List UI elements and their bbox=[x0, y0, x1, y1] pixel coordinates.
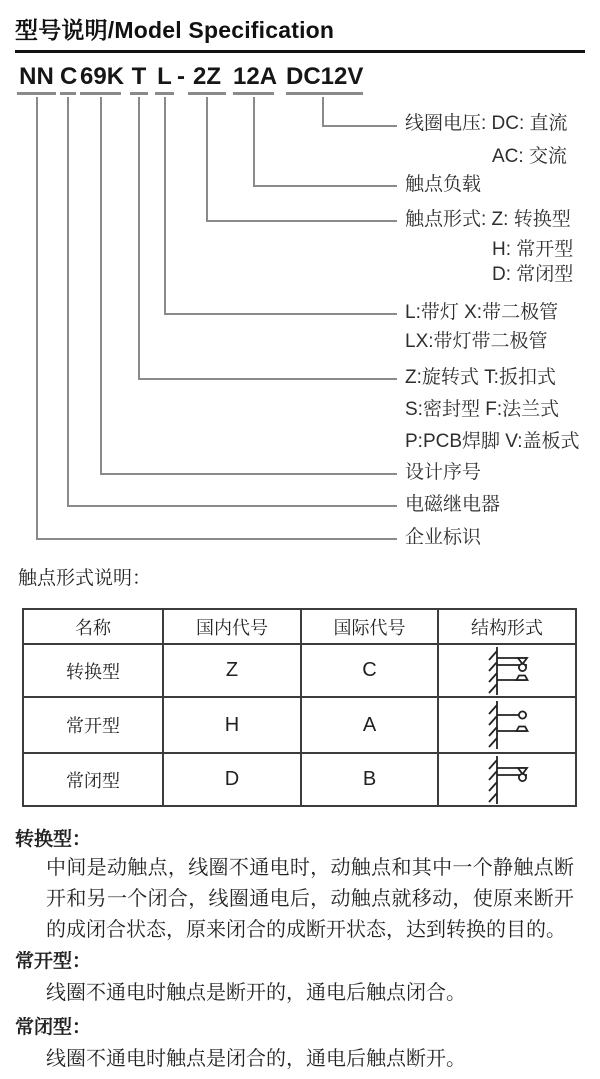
connector-line-69k bbox=[100, 97, 102, 475]
code-segment-l: L bbox=[155, 62, 174, 95]
note-heading-normally-open: 常开型： bbox=[15, 951, 92, 972]
label-mount-type-1: Z:旋转式 T:扳扣式 bbox=[405, 367, 556, 388]
note-body-changeover: 中间是动触点，线圈不通电时，动触点和其中一个静触点断开和另一个闭合，线圈通电后，动触点就移动，使原来断开的成闭合状态，原来闭合的成断开状态，达到转换的目的。 bbox=[46, 857, 574, 941]
connector-elbow-2z bbox=[206, 220, 397, 222]
label-mount-type-3: P:PCB焊脚 V:盖板式 bbox=[405, 431, 580, 452]
cell-domestic: Z bbox=[163, 644, 301, 697]
label-coil-voltage: 线圈电压: DC: 直流 bbox=[405, 113, 568, 134]
title-underline bbox=[15, 50, 585, 53]
label-contact-load: 触点负载 bbox=[405, 174, 482, 195]
label-mount-type-2: S:密封型 F:法兰式 bbox=[405, 399, 560, 420]
code-segment-69k: 69K bbox=[80, 62, 121, 95]
connector-line-dc12v bbox=[322, 97, 324, 127]
label-coil-voltage-ac: AC: 交流 bbox=[492, 146, 567, 167]
connector-line-12a bbox=[253, 97, 255, 187]
code-segment-dc12v: DC12V bbox=[286, 62, 363, 95]
header-name: 名称 bbox=[23, 609, 163, 644]
contact-form-table bbox=[22, 608, 577, 807]
cell-name: 常开型 bbox=[23, 697, 163, 753]
cell-intl: B bbox=[301, 753, 438, 806]
cell-domestic: D bbox=[163, 753, 301, 806]
code-segment-t: T bbox=[130, 62, 148, 95]
connector-line-nn bbox=[36, 97, 38, 540]
label-company-id: 企业标识 bbox=[405, 527, 482, 548]
label-contact-form-d: D: 常闭型 bbox=[492, 264, 574, 285]
header-domestic-code: 国内代号 bbox=[163, 609, 301, 644]
code-segment-2z: 2Z bbox=[188, 62, 226, 95]
connector-elbow-t bbox=[138, 378, 397, 380]
cell-domestic: H bbox=[163, 697, 301, 753]
label-design-serial: 设计序号 bbox=[405, 462, 482, 483]
changeover-contact-symbol-icon bbox=[438, 644, 576, 697]
connector-elbow-12a bbox=[253, 185, 397, 187]
label-contact-form-z: 触点形式: Z: 转换型 bbox=[405, 209, 571, 230]
connector-elbow-dc12v bbox=[322, 125, 397, 127]
note-heading-normally-closed: 常闭型： bbox=[15, 1017, 92, 1038]
code-separator: - bbox=[177, 63, 185, 90]
label-relay: 电磁继电器 bbox=[405, 494, 501, 515]
connector-line-2z bbox=[206, 97, 208, 222]
connector-elbow-c bbox=[67, 505, 397, 507]
label-contact-form-h: H: 常开型 bbox=[492, 239, 574, 260]
cell-intl: C bbox=[301, 644, 438, 697]
label-lamp-and-diode: LX:带灯带二极管 bbox=[405, 331, 548, 352]
note-heading-changeover: 转换型： bbox=[15, 829, 92, 850]
table-row-normally-closed bbox=[23, 753, 576, 806]
label-lamp-diode: L:带灯 X:带二极管 bbox=[405, 302, 559, 323]
code-segment-nn: NN bbox=[17, 62, 56, 95]
cell-name: 转换型 bbox=[23, 644, 163, 697]
connector-line-l bbox=[164, 97, 166, 315]
table-header-row bbox=[23, 609, 576, 644]
header-structure: 结构形式 bbox=[438, 609, 576, 644]
connector-elbow-69k bbox=[100, 473, 397, 475]
table-row-changeover bbox=[23, 644, 576, 697]
cell-name: 常闭型 bbox=[23, 753, 163, 806]
connector-line-t bbox=[138, 97, 140, 380]
header-intl-code: 国际代号 bbox=[301, 609, 438, 644]
normally-open-contact-symbol-icon bbox=[438, 697, 576, 753]
note-body-normally-closed: 线圈不通电时触点是闭合的，通电后触点断开。 bbox=[46, 1048, 466, 1070]
connector-line-c bbox=[67, 97, 69, 507]
page-title: 型号说明/Model Specification bbox=[15, 17, 335, 43]
contact-form-section-title: 触点形式说明： bbox=[18, 568, 152, 589]
normally-closed-contact-symbol-icon bbox=[438, 753, 576, 806]
cell-intl: A bbox=[301, 697, 438, 753]
connector-elbow-nn bbox=[36, 538, 397, 540]
code-segment-12a: 12A bbox=[233, 62, 274, 95]
table-row-normally-open bbox=[23, 697, 576, 753]
note-body-normally-open: 线圈不通电时触点是断开的，通电后触点闭合。 bbox=[46, 982, 466, 1004]
connector-elbow-l bbox=[164, 313, 397, 315]
code-segment-c: C bbox=[60, 62, 76, 95]
